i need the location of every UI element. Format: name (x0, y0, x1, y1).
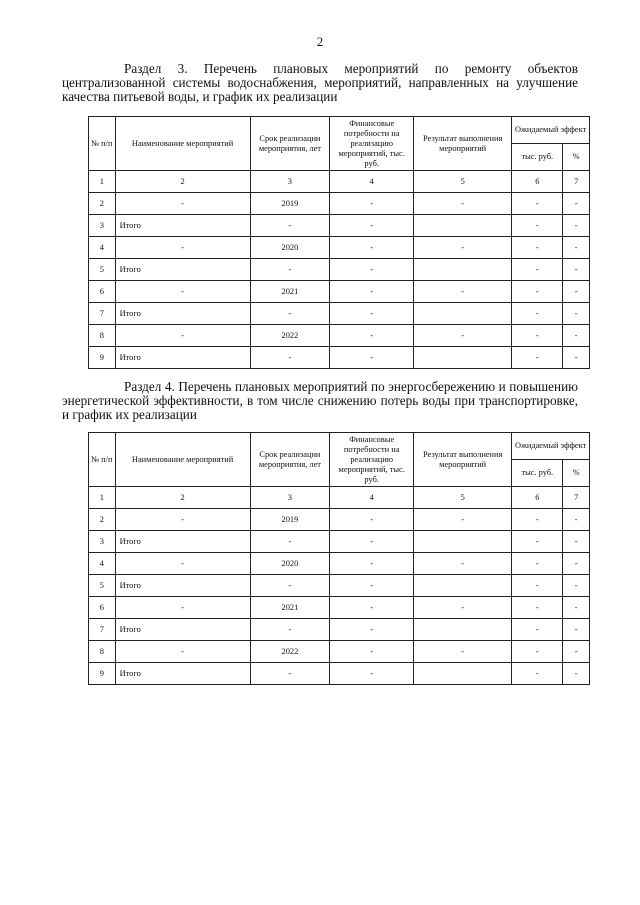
table-row (89, 619, 590, 641)
section4-table (88, 432, 590, 685)
table-cell: - (250, 303, 330, 325)
table-cell: - (115, 553, 250, 575)
table-cell: - (330, 281, 414, 303)
table-row (89, 597, 590, 619)
table-cell: - (115, 641, 250, 663)
table-cell: - (250, 619, 330, 641)
table-cell: - (330, 575, 414, 597)
table-cell: - (330, 641, 414, 663)
table-cell: 5 (414, 487, 512, 509)
table-cell: 2022 (250, 325, 330, 347)
table-cell: - (512, 193, 563, 215)
table-cell: 9 (89, 663, 116, 685)
table-cell: - (512, 303, 563, 325)
table-cell: 4 (330, 171, 414, 193)
table-cell: - (330, 215, 414, 237)
table-cell: - (512, 259, 563, 281)
table-cell: - (563, 575, 590, 597)
table-cell: - (563, 237, 590, 259)
table-row (89, 509, 590, 531)
header-result: Результат выполнения мероприятий (414, 433, 512, 487)
table-cell: 6 (89, 597, 116, 619)
table-cell: 4 (89, 237, 116, 259)
table-cell: 6 (89, 281, 116, 303)
table-cell: - (563, 193, 590, 215)
table-cell (414, 619, 512, 641)
table-cell: 2020 (250, 237, 330, 259)
table-cell: 3 (250, 487, 330, 509)
table-cell: 6 (512, 487, 563, 509)
section4-heading: Раздел 4. Перечень плановых мероприятий по энергосбережению и повышению энергетической эффективности, в том числе снижению потерь воды при транспортировке, и график их реализации (62, 379, 578, 422)
header-effect-rub: тыс. руб. (512, 144, 563, 171)
table-row (89, 303, 590, 325)
table-cell: - (115, 237, 250, 259)
table-cell: - (414, 237, 512, 259)
table-cell (414, 303, 512, 325)
table-cell: - (512, 531, 563, 553)
table-cell: - (330, 347, 414, 369)
table-cell: - (512, 215, 563, 237)
table-cell: - (512, 237, 563, 259)
table-cell: - (330, 303, 414, 325)
table-cell: - (512, 663, 563, 685)
table-cell: 5 (89, 259, 116, 281)
table-cell: 5 (414, 171, 512, 193)
table-cell: 2020 (250, 553, 330, 575)
header-result: Результат выполнения мероприятий (414, 117, 512, 171)
table-row (89, 193, 590, 215)
header-name: Наименование мероприятий (115, 433, 250, 487)
table-cell: - (563, 531, 590, 553)
table-cell: - (563, 619, 590, 641)
table-cell: - (563, 259, 590, 281)
table-cell: - (330, 663, 414, 685)
table-row (89, 281, 590, 303)
page-number: 2 (316, 34, 324, 49)
table-cell: - (330, 509, 414, 531)
table-row (89, 663, 590, 685)
table-cell: 7 (89, 303, 116, 325)
header-num: № п/п (89, 433, 116, 487)
section3-table (88, 116, 590, 369)
table-row (89, 171, 590, 193)
table-cell: - (563, 281, 590, 303)
table-cell: - (115, 325, 250, 347)
table-cell: 2 (89, 193, 116, 215)
table-cell: - (414, 553, 512, 575)
table-cell (414, 663, 512, 685)
table-cell: 4 (89, 553, 116, 575)
table-cell: 2021 (250, 597, 330, 619)
table-cell: - (563, 509, 590, 531)
table-row (89, 553, 590, 575)
table-cell: - (250, 531, 330, 553)
table-cell: - (250, 259, 330, 281)
table-cell: 8 (89, 325, 116, 347)
table-cell: 5 (89, 575, 116, 597)
table-cell: - (414, 509, 512, 531)
header-finance: Финансовые потребности на реализацию мероприятий, тыс. руб. (330, 117, 414, 171)
table-cell: - (512, 325, 563, 347)
table-cell: - (330, 619, 414, 641)
table-row (89, 487, 590, 509)
table-row (89, 237, 590, 259)
header-effect: Ожидаемый эффект (512, 433, 590, 460)
table-cell: Итого (115, 215, 250, 237)
table-cell: 6 (512, 171, 563, 193)
header-effect-rub: тыс. руб. (512, 460, 563, 487)
table-cell: 7 (563, 171, 590, 193)
table-cell: - (115, 509, 250, 531)
table-cell: 3 (89, 215, 116, 237)
table-cell: - (563, 663, 590, 685)
table-row (89, 531, 590, 553)
table-cell: 7 (563, 487, 590, 509)
table-cell: 2019 (250, 509, 330, 531)
table-cell (414, 531, 512, 553)
table-cell: - (414, 325, 512, 347)
table-cell: - (563, 303, 590, 325)
table-cell: 1 (89, 171, 116, 193)
table-cell: 3 (250, 171, 330, 193)
table-row (89, 347, 590, 369)
table-cell: 1 (89, 487, 116, 509)
table-cell: - (330, 325, 414, 347)
table-cell: - (563, 641, 590, 663)
table-cell: - (512, 597, 563, 619)
table-cell: - (512, 575, 563, 597)
table-cell: - (115, 193, 250, 215)
table-cell (414, 575, 512, 597)
table-cell: - (563, 553, 590, 575)
table-cell: - (250, 663, 330, 685)
table-cell: - (512, 509, 563, 531)
table-cell: - (563, 347, 590, 369)
table-cell: 2022 (250, 641, 330, 663)
header-effect: Ожидаемый эффект (512, 117, 590, 144)
table-cell: Итого (115, 303, 250, 325)
table-row (89, 575, 590, 597)
table-cell: - (563, 325, 590, 347)
table-row (89, 215, 590, 237)
table-row (89, 259, 590, 281)
table-cell: 4 (330, 487, 414, 509)
table-cell: - (330, 531, 414, 553)
table-cell: 2021 (250, 281, 330, 303)
table-cell: - (115, 597, 250, 619)
table-cell (414, 259, 512, 281)
header-effect-pct: % (563, 460, 590, 487)
table-cell: - (414, 193, 512, 215)
table-cell: - (512, 619, 563, 641)
table-cell: - (330, 553, 414, 575)
table-cell: Итого (115, 619, 250, 641)
table-cell (414, 215, 512, 237)
table-cell: - (115, 281, 250, 303)
table-cell: 8 (89, 641, 116, 663)
table-cell: - (512, 641, 563, 663)
table-cell: 2 (115, 171, 250, 193)
table-row (89, 325, 590, 347)
table-cell: 2019 (250, 193, 330, 215)
table-cell: 9 (89, 347, 116, 369)
header-effect-pct: % (563, 144, 590, 171)
header-term: Срок реализации мероприятия, лет (250, 433, 330, 487)
table-cell: 2 (89, 509, 116, 531)
header-name: Наименование мероприятий (115, 117, 250, 171)
table-cell: Итого (115, 259, 250, 281)
table-cell: - (512, 347, 563, 369)
table-row (89, 641, 590, 663)
table-cell: Итого (115, 347, 250, 369)
table-cell: - (250, 347, 330, 369)
table-cell: Итого (115, 575, 250, 597)
table-cell: - (563, 215, 590, 237)
table-cell: - (330, 237, 414, 259)
table-cell: - (512, 553, 563, 575)
table-cell: - (330, 259, 414, 281)
table-cell: - (512, 281, 563, 303)
header-num: № п/п (89, 117, 116, 171)
table-cell: 7 (89, 619, 116, 641)
table-cell: 2 (115, 487, 250, 509)
table-cell: - (330, 597, 414, 619)
table-cell: - (250, 575, 330, 597)
header-term: Срок реализации мероприятия, лет (250, 117, 330, 171)
table-cell: 3 (89, 531, 116, 553)
table-cell: Итого (115, 531, 250, 553)
table-cell: - (250, 215, 330, 237)
table-cell: - (414, 281, 512, 303)
section3-heading: Раздел 3. Перечень плановых мероприятий по ремонту объектов централизованной системы водоснабжения, мероприятий, направленных на улучшение качества питьевой воды, и график их реализации (62, 61, 578, 104)
table-cell: - (563, 597, 590, 619)
table-cell: Итого (115, 663, 250, 685)
table-cell: - (414, 597, 512, 619)
table-cell (414, 347, 512, 369)
table-cell: - (330, 193, 414, 215)
header-finance: Финансовые потребности на реализацию мероприятий, тыс. руб. (330, 433, 414, 487)
table-cell: - (414, 641, 512, 663)
